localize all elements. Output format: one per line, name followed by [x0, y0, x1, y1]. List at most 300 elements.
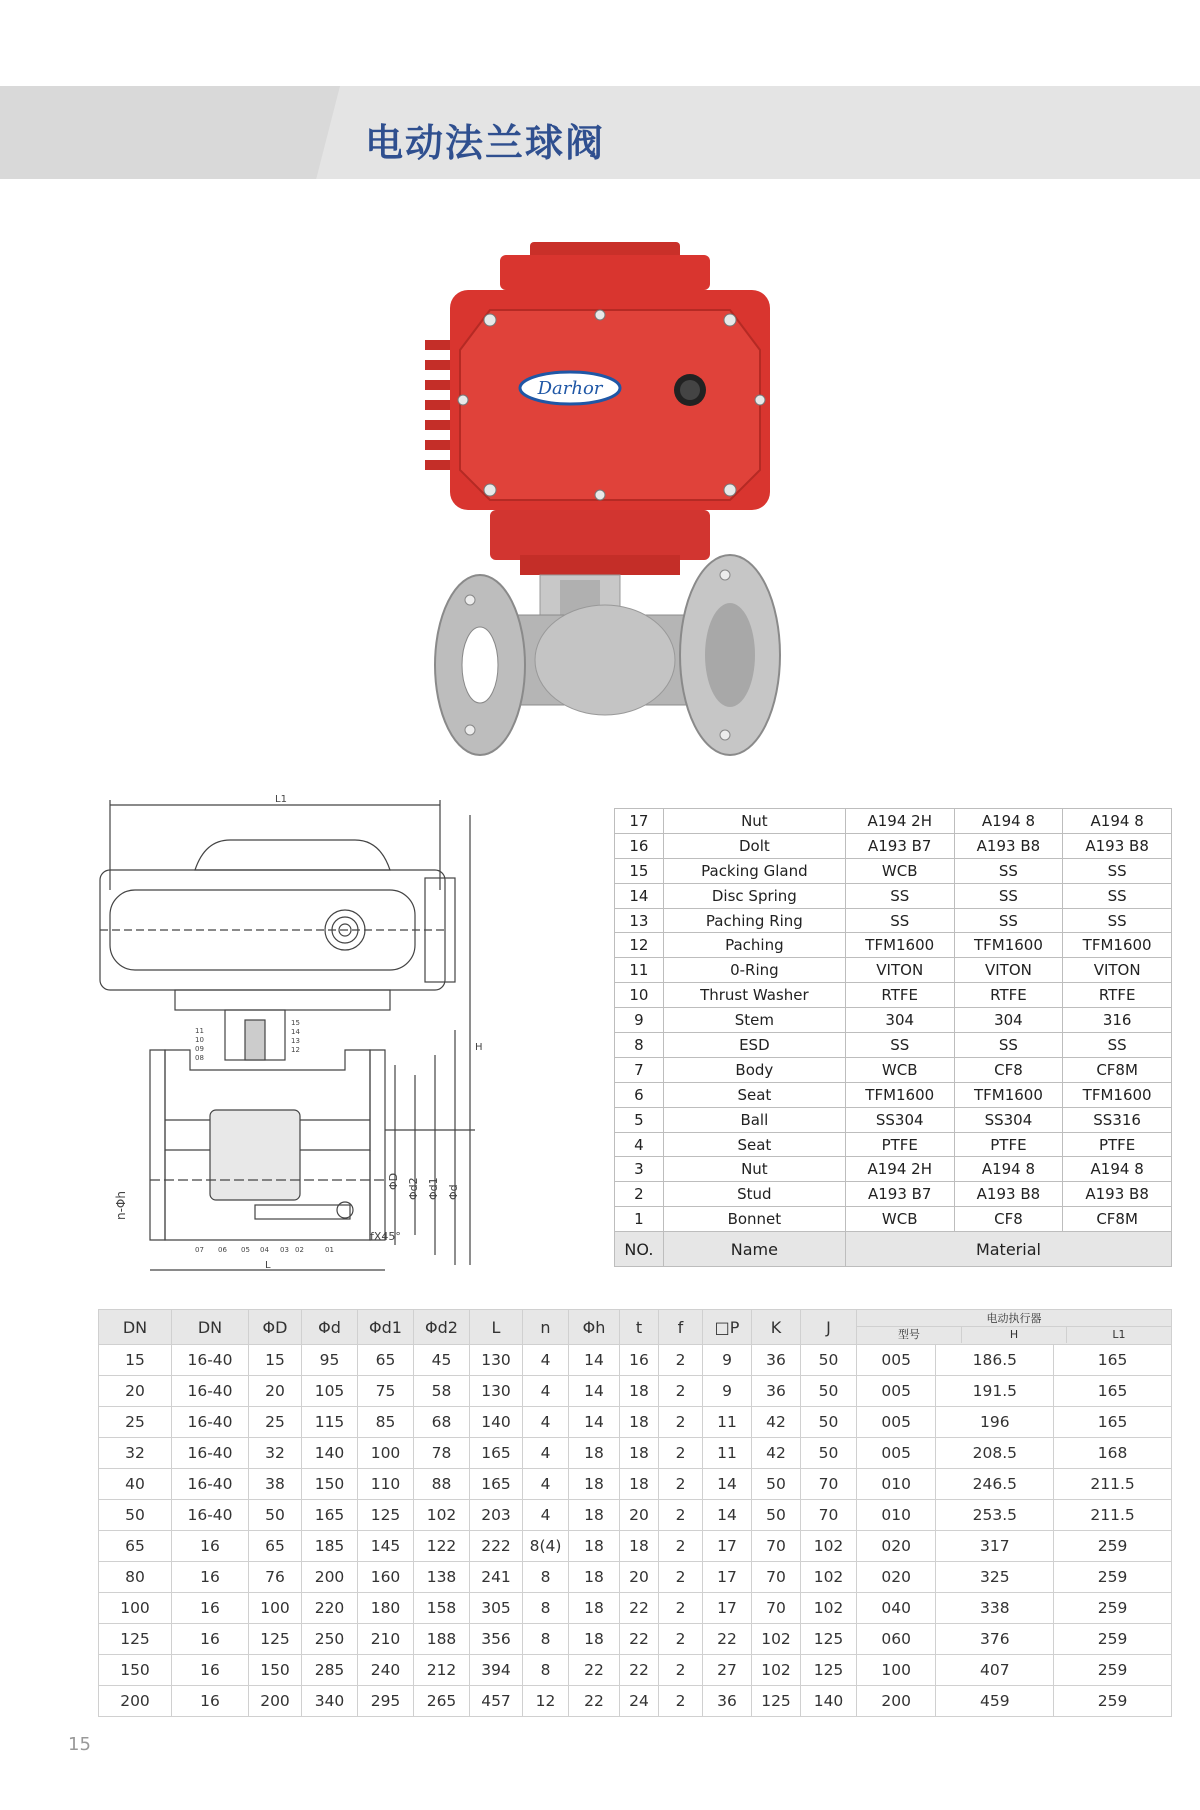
dimensions-cell: 18: [620, 1531, 659, 1562]
dimensions-cell: 12: [523, 1686, 569, 1717]
materials-cell-m2: A193 B8: [954, 1182, 1063, 1207]
dimensions-cell: 125: [752, 1686, 801, 1717]
dimensions-row: [99, 1376, 1172, 1407]
materials-cell-m3: TFM1600: [1063, 933, 1172, 958]
dimensions-cell: 78: [414, 1438, 470, 1469]
materials-cell-m1: A193 B7: [845, 833, 954, 858]
dimensions-cell: 165: [1054, 1345, 1172, 1376]
dimensions-cell: 2: [659, 1686, 703, 1717]
actuator-sub-l1: L1: [1112, 1327, 1126, 1341]
part-num-11: 11: [195, 1027, 204, 1035]
materials-cell-name: Nut: [663, 809, 845, 834]
dimensions-cell: 191.5: [936, 1376, 1054, 1407]
dimensions-cell: 80: [99, 1562, 172, 1593]
dimensions-cell: 125: [249, 1624, 302, 1655]
materials-row: [615, 1182, 1172, 1207]
dimensions-cell: 14: [569, 1407, 620, 1438]
dimensions-cell: 20: [249, 1376, 302, 1407]
dim-header-cell: Φd: [302, 1310, 358, 1345]
dimensions-row: [99, 1562, 1172, 1593]
dimensions-cell: 17: [703, 1593, 752, 1624]
dimensions-cell: 50: [752, 1500, 801, 1531]
materials-cell-m1: RTFE: [845, 983, 954, 1008]
dimensions-cell: 16: [172, 1531, 249, 1562]
dimensions-cell: 208.5: [936, 1438, 1054, 1469]
actuator-sub-h: H: [962, 1327, 1067, 1343]
materials-row: [615, 1157, 1172, 1182]
dimensions-row: [99, 1593, 1172, 1624]
dimensions-cell: 150: [99, 1655, 172, 1686]
dimensions-cell: 040: [857, 1593, 936, 1624]
materials-cell-no: 2: [615, 1182, 664, 1207]
materials-row: [615, 858, 1172, 883]
dimensions-cell: 140: [470, 1407, 523, 1438]
dimensions-cell: 005: [857, 1376, 936, 1407]
dimensions-cell: 253.5: [936, 1500, 1054, 1531]
dimensions-cell: 18: [569, 1593, 620, 1624]
dimensions-cell: 22: [620, 1655, 659, 1686]
materials-cell-name: Nut: [663, 1157, 845, 1182]
dimensions-cell: 38: [249, 1469, 302, 1500]
dimensions-cell: 200: [249, 1686, 302, 1717]
materials-cell-m2: VITON: [954, 958, 1063, 983]
label-fx45: fX45°: [370, 1230, 401, 1243]
materials-cell-m2: CF8: [954, 1057, 1063, 1082]
dimensions-cell: 010: [857, 1500, 936, 1531]
label-l: L: [265, 1260, 271, 1271]
dimensions-cell: 68: [414, 1407, 470, 1438]
dimensions-cell: 36: [752, 1376, 801, 1407]
dimensions-cell: 4: [523, 1469, 569, 1500]
part-num-15: 15: [291, 1019, 300, 1027]
dim-header-cell: DN: [99, 1310, 172, 1345]
actuator-group-label: 电动执行器: [857, 1312, 1171, 1327]
materials-cell-m1: A193 B7: [845, 1182, 954, 1207]
dimensions-cell: 20: [620, 1500, 659, 1531]
materials-cell-m1: TFM1600: [845, 933, 954, 958]
dimensions-row: [99, 1624, 1172, 1655]
page-number: 15: [68, 1734, 91, 1755]
technical-drawing: [95, 790, 545, 1280]
materials-cell-m1: PTFE: [845, 1132, 954, 1157]
dimensions-cell: 203: [470, 1500, 523, 1531]
materials-cell-m2: SS: [954, 908, 1063, 933]
materials-cell-no: 10: [615, 983, 664, 1008]
materials-row: [615, 1082, 1172, 1107]
dimensions-cell: 4: [523, 1376, 569, 1407]
part-num-01: 01: [325, 1246, 334, 1254]
dimensions-row: [99, 1438, 1172, 1469]
label-n-phih: n-Φh: [114, 1191, 128, 1220]
dimensions-cell: 130: [470, 1345, 523, 1376]
dimensions-cell: 102: [414, 1500, 470, 1531]
dimensions-cell: 150: [302, 1469, 358, 1500]
materials-cell-name: Stud: [663, 1182, 845, 1207]
dimensions-cell: 16-40: [172, 1376, 249, 1407]
part-num-08: 08: [195, 1054, 204, 1062]
dimensions-cell: 285: [302, 1655, 358, 1686]
dimensions-header-row: [99, 1310, 1172, 1345]
materials-cell-name: ESD: [663, 1033, 845, 1058]
materials-cell-m2: A194 8: [954, 809, 1063, 834]
dimensions-cell: 70: [801, 1469, 857, 1500]
part-num-04: 04: [260, 1246, 269, 1254]
materials-row: [615, 1132, 1172, 1157]
dim-header-cell: Φd1: [358, 1310, 414, 1345]
dimensions-cell: 241: [470, 1562, 523, 1593]
materials-cell-name: Bonnet: [663, 1207, 845, 1232]
dimensions-cell: 36: [752, 1345, 801, 1376]
materials-cell-no: 7: [615, 1057, 664, 1082]
dimensions-cell: 259: [1054, 1531, 1172, 1562]
materials-cell-m3: CF8M: [1063, 1207, 1172, 1232]
dimensions-cell: 9: [703, 1345, 752, 1376]
materials-cell-m1: WCB: [845, 1057, 954, 1082]
dimensions-cell: 005: [857, 1345, 936, 1376]
materials-cell-m1: A194 2H: [845, 809, 954, 834]
header-name: Name: [663, 1232, 845, 1267]
part-num-13: 13: [291, 1037, 300, 1045]
dimensions-cell: 220: [302, 1593, 358, 1624]
dimensions-cell: 18: [620, 1376, 659, 1407]
dimensions-cell: 2: [659, 1562, 703, 1593]
materials-cell-no: 14: [615, 883, 664, 908]
materials-cell-m3: VITON: [1063, 958, 1172, 983]
materials-header-row: [615, 1232, 1172, 1267]
dimensions-cell: 110: [358, 1469, 414, 1500]
materials-cell-m1: TFM1600: [845, 1082, 954, 1107]
materials-cell-m1: SS: [845, 883, 954, 908]
dimensions-cell: 356: [470, 1624, 523, 1655]
dimensions-cell: 200: [302, 1562, 358, 1593]
dimensions-cell: 50: [801, 1407, 857, 1438]
dimensions-cell: 2: [659, 1500, 703, 1531]
dimensions-cell: 42: [752, 1438, 801, 1469]
materials-table: [614, 808, 1172, 1267]
dimensions-cell: 2: [659, 1438, 703, 1469]
dimensions-cell: 14: [569, 1376, 620, 1407]
dim-header-cell: J: [801, 1310, 857, 1345]
dimensions-cell: 65: [249, 1531, 302, 1562]
materials-row: [615, 983, 1172, 1008]
dimensions-cell: 102: [801, 1593, 857, 1624]
label-phid-big: ΦD: [387, 1172, 400, 1190]
dimensions-cell: 16-40: [172, 1500, 249, 1531]
dimensions-cell: 17: [703, 1531, 752, 1562]
dimensions-cell: 200: [99, 1686, 172, 1717]
materials-cell-no: 12: [615, 933, 664, 958]
dimensions-cell: 325: [936, 1562, 1054, 1593]
part-num-02: 02: [295, 1246, 304, 1254]
materials-cell-no: 15: [615, 858, 664, 883]
dimensions-cell: 25: [249, 1407, 302, 1438]
dimensions-cell: 211.5: [1054, 1500, 1172, 1531]
dimensions-cell: 18: [620, 1438, 659, 1469]
dimensions-cell: 50: [801, 1438, 857, 1469]
part-num-10: 10: [195, 1036, 204, 1044]
dimensions-cell: 20: [99, 1376, 172, 1407]
dimensions-cell: 75: [358, 1376, 414, 1407]
part-num-14: 14: [291, 1028, 300, 1036]
materials-cell-no: 3: [615, 1157, 664, 1182]
dimensions-row: [99, 1407, 1172, 1438]
materials-cell-m3: A194 8: [1063, 1157, 1172, 1182]
dimensions-cell: 165: [1054, 1376, 1172, 1407]
dimensions-cell: 145: [358, 1531, 414, 1562]
dimensions-cell: 8: [523, 1593, 569, 1624]
dimensions-cell: 338: [936, 1593, 1054, 1624]
materials-cell-m2: SS: [954, 858, 1063, 883]
dimensions-cell: 18: [569, 1438, 620, 1469]
dimensions-cell: 165: [470, 1469, 523, 1500]
dimensions-cell: 22: [569, 1655, 620, 1686]
dimensions-cell: 17: [703, 1562, 752, 1593]
dimensions-cell: 259: [1054, 1655, 1172, 1686]
dimensions-cell: 457: [470, 1686, 523, 1717]
label-h: H: [475, 1042, 483, 1053]
label-phid1: Φd1: [427, 1177, 440, 1200]
materials-cell-m1: WCB: [845, 1207, 954, 1232]
dimensions-cell: 210: [358, 1624, 414, 1655]
materials-cell-no: 16: [615, 833, 664, 858]
materials-row: [615, 1057, 1172, 1082]
dimensions-cell: 295: [358, 1686, 414, 1717]
dimensions-cell: 8: [523, 1624, 569, 1655]
materials-row: [615, 883, 1172, 908]
dimensions-cell: 9: [703, 1376, 752, 1407]
dimensions-cell: 15: [249, 1345, 302, 1376]
dimensions-cell: 16-40: [172, 1345, 249, 1376]
dimensions-cell: 18: [569, 1500, 620, 1531]
dimensions-cell: 168: [1054, 1438, 1172, 1469]
dimensions-cell: 14: [703, 1500, 752, 1531]
dimensions-cell: 200: [857, 1686, 936, 1717]
dimensions-cell: 212: [414, 1655, 470, 1686]
materials-row: [615, 933, 1172, 958]
materials-cell-name: Paching Ring: [663, 908, 845, 933]
part-num-06: 06: [218, 1246, 227, 1254]
dimensions-cell: 88: [414, 1469, 470, 1500]
dim-header-cell: f: [659, 1310, 703, 1345]
materials-cell-name: Thrust Washer: [663, 983, 845, 1008]
materials-cell-m1: SS304: [845, 1107, 954, 1132]
dim-header-cell: n: [523, 1310, 569, 1345]
dimensions-row: [99, 1345, 1172, 1376]
dimensions-cell: 58: [414, 1376, 470, 1407]
materials-cell-no: 13: [615, 908, 664, 933]
dimensions-cell: 2: [659, 1593, 703, 1624]
materials-cell-m1: WCB: [845, 858, 954, 883]
materials-cell-m2: A194 8: [954, 1157, 1063, 1182]
dimensions-cell: 8: [523, 1562, 569, 1593]
header-left-panel: [0, 86, 340, 179]
dimensions-cell: 18: [569, 1624, 620, 1655]
dimensions-cell: 70: [752, 1593, 801, 1624]
materials-cell-m3: RTFE: [1063, 983, 1172, 1008]
dimensions-cell: 25: [99, 1407, 172, 1438]
dimensions-cell: 45: [414, 1345, 470, 1376]
dimensions-cell: 11: [703, 1407, 752, 1438]
dimensions-cell: 27: [703, 1655, 752, 1686]
dimensions-cell: 240: [358, 1655, 414, 1686]
dimensions-cell: 2: [659, 1655, 703, 1686]
dimensions-cell: 305: [470, 1593, 523, 1624]
dimensions-cell: 22: [620, 1593, 659, 1624]
dimensions-cell: 211.5: [1054, 1469, 1172, 1500]
materials-cell-m2: RTFE: [954, 983, 1063, 1008]
dim-header-cell: □P: [703, 1310, 752, 1345]
label-phid: Φd: [447, 1184, 460, 1200]
materials-cell-name: Stem: [663, 1008, 845, 1033]
dimensions-cell: 186.5: [936, 1345, 1054, 1376]
dimensions-cell: 259: [1054, 1562, 1172, 1593]
materials-cell-m3: TFM1600: [1063, 1082, 1172, 1107]
dimensions-cell: 060: [857, 1624, 936, 1655]
dimensions-cell: 317: [936, 1531, 1054, 1562]
dimensions-cell: 100: [857, 1655, 936, 1686]
product-photo: [380, 220, 840, 760]
materials-cell-m1: 304: [845, 1008, 954, 1033]
dimensions-cell: 138: [414, 1562, 470, 1593]
header-no: NO.: [615, 1232, 664, 1267]
materials-cell-name: Ball: [663, 1107, 845, 1132]
dimensions-cell: 16-40: [172, 1407, 249, 1438]
dimensions-cell: 105: [302, 1376, 358, 1407]
dimensions-cell: 010: [857, 1469, 936, 1500]
dimensions-cell: 14: [703, 1469, 752, 1500]
dimensions-cell: 222: [470, 1531, 523, 1562]
dimensions-cell: 20: [620, 1562, 659, 1593]
dimensions-cell: 50: [801, 1345, 857, 1376]
dimensions-row: [99, 1469, 1172, 1500]
materials-row: [615, 1033, 1172, 1058]
dimensions-cell: 4: [523, 1500, 569, 1531]
materials-cell-no: 11: [615, 958, 664, 983]
dimensions-cell: 180: [358, 1593, 414, 1624]
materials-cell-m2: A193 B8: [954, 833, 1063, 858]
dimensions-cell: 18: [569, 1469, 620, 1500]
brand-logo-text: Darhor: [537, 378, 603, 399]
dimensions-cell: 158: [414, 1593, 470, 1624]
materials-cell-no: 9: [615, 1008, 664, 1033]
materials-cell-name: Paching: [663, 933, 845, 958]
materials-cell-no: 6: [615, 1082, 664, 1107]
dimensions-cell: 4: [523, 1345, 569, 1376]
materials-cell-name: Packing Gland: [663, 858, 845, 883]
label-phid2: Φd2: [407, 1177, 420, 1200]
materials-cell-name: Body: [663, 1057, 845, 1082]
dimensions-cell: 14: [569, 1345, 620, 1376]
materials-cell-m3: A193 B8: [1063, 833, 1172, 858]
dim-header-cell: DN: [172, 1310, 249, 1345]
dimensions-cell: 102: [801, 1562, 857, 1593]
materials-row: [615, 1207, 1172, 1232]
dimensions-cell: 70: [752, 1562, 801, 1593]
dimensions-cell: 16: [172, 1686, 249, 1717]
dimensions-cell: 36: [703, 1686, 752, 1717]
materials-cell-m2: SS: [954, 883, 1063, 908]
dimensions-cell: 407: [936, 1655, 1054, 1686]
materials-cell-no: 1: [615, 1207, 664, 1232]
materials-cell-m3: PTFE: [1063, 1132, 1172, 1157]
materials-cell-m3: A193 B8: [1063, 1182, 1172, 1207]
dimensions-cell: 259: [1054, 1593, 1172, 1624]
materials-cell-m2: TFM1600: [954, 1082, 1063, 1107]
materials-cell-m2: PTFE: [954, 1132, 1063, 1157]
materials-cell-m1: SS: [845, 1033, 954, 1058]
dimensions-cell: 16: [620, 1345, 659, 1376]
materials-cell-name: Disc Spring: [663, 883, 845, 908]
dimensions-cell: 15: [99, 1345, 172, 1376]
dimensions-cell: 188: [414, 1624, 470, 1655]
dimensions-cell: 18: [620, 1469, 659, 1500]
materials-cell-m3: SS316: [1063, 1107, 1172, 1132]
materials-cell-m2: SS304: [954, 1107, 1063, 1132]
dimensions-cell: 125: [801, 1655, 857, 1686]
dimensions-row: [99, 1686, 1172, 1717]
materials-cell-m3: A194 8: [1063, 809, 1172, 834]
dimensions-cell: 2: [659, 1345, 703, 1376]
dim-header-cell: L: [470, 1310, 523, 1345]
dimensions-cell: 8: [523, 1655, 569, 1686]
dimensions-cell: 165: [1054, 1407, 1172, 1438]
part-num-12: 12: [291, 1046, 300, 1054]
dimensions-cell: 020: [857, 1562, 936, 1593]
dimensions-cell: 246.5: [936, 1469, 1054, 1500]
dimensions-cell: 4: [523, 1438, 569, 1469]
dimensions-row: [99, 1500, 1172, 1531]
dimensions-cell: 70: [801, 1500, 857, 1531]
part-num-03: 03: [280, 1246, 289, 1254]
materials-cell-m3: CF8M: [1063, 1057, 1172, 1082]
dimensions-cell: 95: [302, 1345, 358, 1376]
dimensions-cell: 65: [358, 1345, 414, 1376]
dimensions-cell: 16-40: [172, 1469, 249, 1500]
dim-header-cell: Φh: [569, 1310, 620, 1345]
dimensions-cell: 265: [414, 1686, 470, 1717]
materials-cell-m3: SS: [1063, 908, 1172, 933]
header-material: Material: [845, 1232, 1171, 1267]
dimensions-cell: 85: [358, 1407, 414, 1438]
dimensions-cell: 42: [752, 1407, 801, 1438]
dimensions-cell: 2: [659, 1531, 703, 1562]
dimensions-cell: 165: [470, 1438, 523, 1469]
dimensions-cell: 16: [172, 1562, 249, 1593]
dimensions-cell: 4: [523, 1407, 569, 1438]
materials-row: [615, 1008, 1172, 1033]
actuator-sub-model: 型号: [857, 1327, 962, 1343]
dimensions-cell: 259: [1054, 1686, 1172, 1717]
dimensions-cell: 102: [801, 1531, 857, 1562]
dim-header-cell: t: [620, 1310, 659, 1345]
dimensions-cell: 340: [302, 1686, 358, 1717]
dimensions-cell: 22: [703, 1624, 752, 1655]
dimensions-cell: 394: [470, 1655, 523, 1686]
dimensions-cell: 165: [302, 1500, 358, 1531]
materials-row: [615, 958, 1172, 983]
materials-cell-m1: VITON: [845, 958, 954, 983]
materials-row: [615, 1107, 1172, 1132]
materials-row: [615, 809, 1172, 834]
dimensions-cell: 16: [172, 1624, 249, 1655]
materials-cell-m1: SS: [845, 908, 954, 933]
dimensions-cell: 100: [249, 1593, 302, 1624]
dimensions-cell: 16-40: [172, 1438, 249, 1469]
dimensions-cell: 22: [620, 1624, 659, 1655]
dimensions-cell: 18: [620, 1407, 659, 1438]
dim-header-cell: K: [752, 1310, 801, 1345]
dimensions-cell: 22: [569, 1686, 620, 1717]
